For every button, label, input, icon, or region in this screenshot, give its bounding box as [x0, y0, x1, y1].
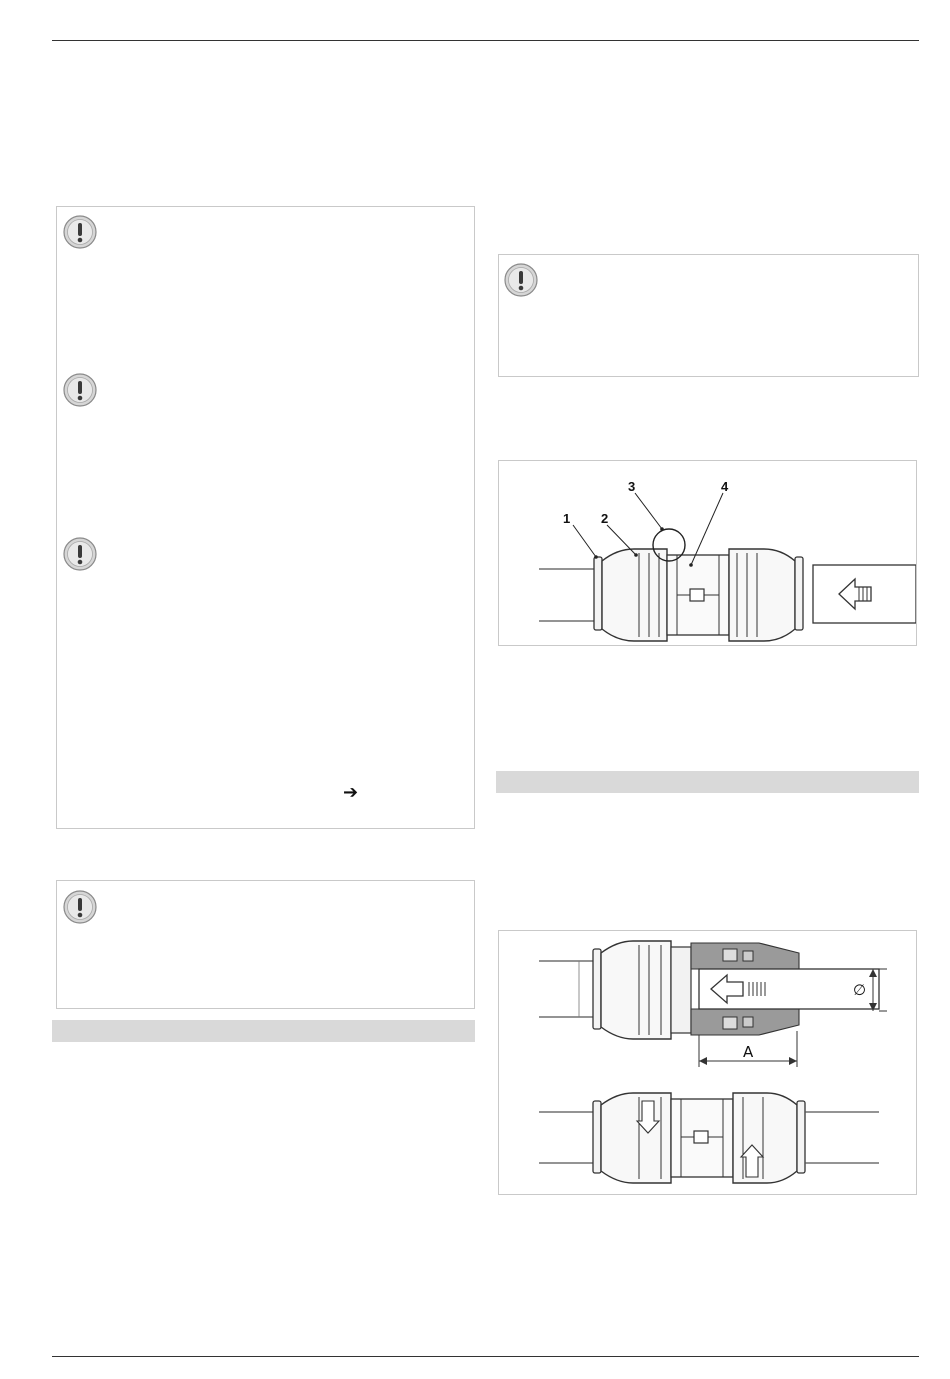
exclamation-circle-icon: [63, 215, 97, 249]
exclamation-circle-icon: [63, 890, 97, 924]
callout-4: 4: [721, 479, 729, 494]
exclamation-circle-icon: [63, 373, 97, 407]
callout-1: 1: [563, 511, 571, 526]
notice-box-left-1: [56, 206, 475, 829]
exclamation-circle-icon: [504, 263, 538, 297]
figure-insertion-depth: [498, 930, 917, 1195]
figure-fitting-parts: [498, 460, 917, 646]
section-heading-bar-right: [496, 771, 919, 793]
header-rule: [52, 40, 919, 41]
length-label-a: A: [743, 1043, 754, 1061]
arrow-right-icon: ➔: [343, 782, 359, 803]
diameter-label: ∅: [853, 981, 867, 999]
callout-2: 2: [601, 511, 609, 526]
notice-box-left-2: [56, 880, 475, 1009]
callout-3: 3: [628, 479, 636, 494]
section-heading-bar-left: [52, 1020, 475, 1042]
exclamation-circle-icon: [63, 537, 97, 571]
footer-rule: [52, 1356, 919, 1357]
notice-box-right: [498, 254, 919, 377]
